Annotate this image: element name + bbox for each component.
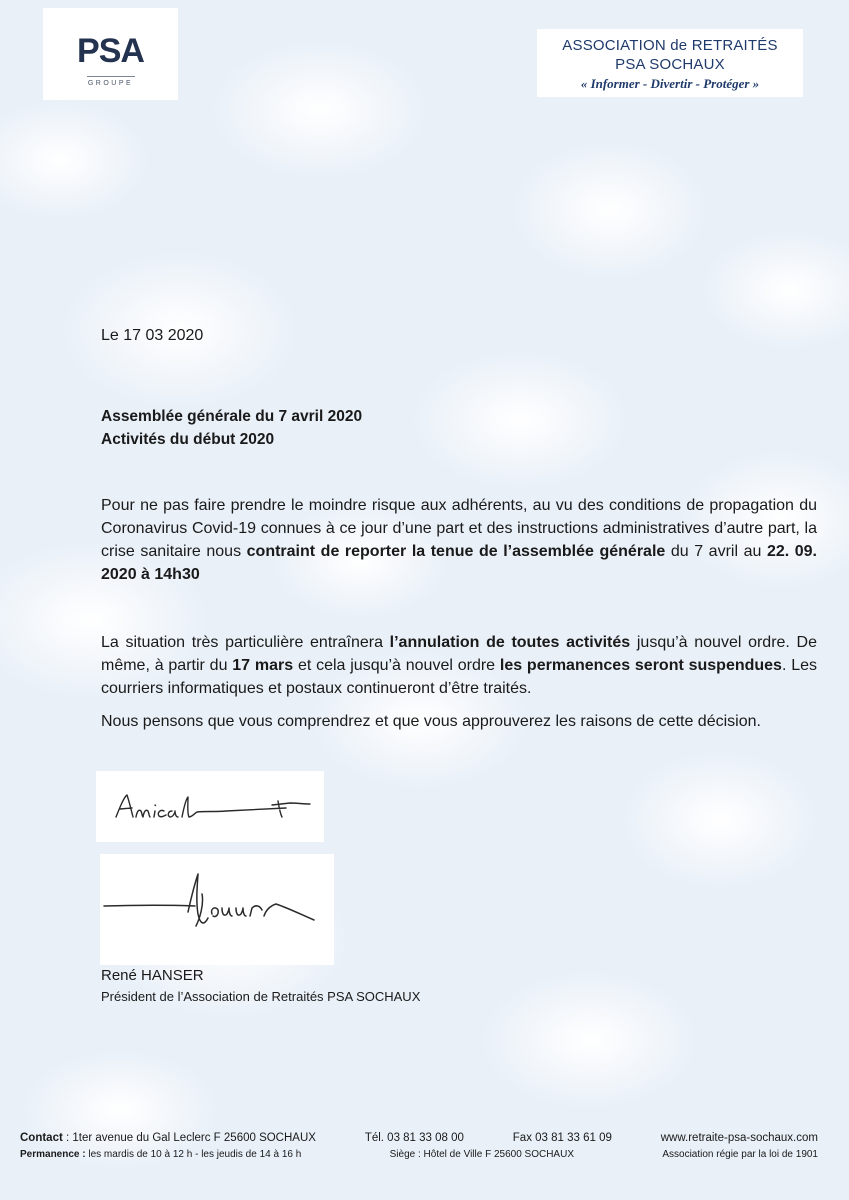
signature: [100, 854, 334, 965]
psa-logo-subtitle: GROUPE: [87, 80, 134, 87]
subject-line-2: Activités du début 2020: [101, 431, 275, 448]
footer-contact: [20, 1130, 316, 1146]
footer-fax: Fax 03 81 33 61 09: [512, 1132, 612, 1144]
association-location: PSA SOCHAUX: [615, 56, 725, 73]
subject-line-1: Assemblée générale du 7 avril 2020: [101, 408, 363, 425]
association-tagline: « Informer - Divertir - Protéger »: [580, 76, 760, 91]
psa-logo-text: PSA: [77, 32, 144, 70]
signer-name: René HANSER: [101, 967, 204, 984]
footer-website: www.retraite-psa-sochaux.com: [660, 1132, 818, 1144]
psa-logo: [43, 8, 178, 100]
paragraph-cancellation: [101, 631, 817, 700]
para1-bold-2: 22. 09. 2020 à 14h30: [101, 543, 818, 583]
footer-contact-line: [20, 1130, 818, 1146]
para1-text-1: Pour ne pas faire prendre le moindre risque aux adhérents, au vu des conditions de propagation du Coronavirus Covid-19 connues à ce jour d’une part et des instructions administratives d’autre part, la crise sanitaire nous: [101, 497, 817, 560]
footer-permanence-hours: les mardis de 10 à 12 h - les jeudis de 14 à 16 h: [85, 1149, 302, 1160]
para2-text-3: et cela jusqu’à nouvel ordre: [293, 657, 500, 674]
footer-phone: Tél. 03 81 33 08 00: [364, 1132, 464, 1144]
para1-bold-1: contraint de reporter la tenue de l’assemblée générale: [246, 543, 666, 560]
para2-bold-1: l’annulation de toutes activités: [389, 634, 631, 651]
signer-title: Président de l’Association de Retraités PSA SOCHAUX: [101, 989, 421, 1004]
footer-permanence: [20, 1147, 301, 1163]
footer-contact-label: Contact: [20, 1132, 63, 1144]
footer-siege: Siège : Hôtel de Ville F 25600 SOCHAUX: [389, 1149, 574, 1160]
paragraph-closing: Nous pensons que vous comprendrez et que vous approuverez les raisons de cette décision.: [101, 713, 761, 730]
footer-permanence-label: Permanence :: [20, 1149, 86, 1160]
para2-bold-2: 17 mars: [232, 657, 294, 674]
handwritten-closing-drawing: [96, 771, 324, 842]
footer-contact-address: : 1ter avenue du Gal Leclerc F 25600 SOCHAUX: [62, 1132, 316, 1144]
association-name: ASSOCIATION de RETRAITÉS: [562, 37, 778, 54]
para2-text-1: La situation très particulière entraînera: [101, 634, 390, 651]
footer-legal: Association régie par la loi de 1901: [662, 1149, 818, 1160]
footer-permanence-line: [20, 1147, 818, 1163]
association-header: [537, 29, 803, 97]
psa-logo-divider: [87, 76, 135, 77]
para1-text-2: du 7 avril au: [665, 543, 767, 560]
para2-text-2: jusqu’à nouvel ordre. De même, à partir du: [101, 634, 818, 674]
paragraph-postponement: [101, 494, 817, 586]
signature-drawing: [100, 854, 334, 965]
para2-bold-3: les permanences seront suspendues: [499, 657, 782, 674]
handwritten-closing: [96, 771, 324, 842]
para2-text-4: . Les courriers informatiques et postaux continueront d’être traités.: [101, 657, 818, 697]
letter-date: Le 17 03 2020: [101, 327, 204, 344]
letter-subject: [101, 405, 817, 451]
